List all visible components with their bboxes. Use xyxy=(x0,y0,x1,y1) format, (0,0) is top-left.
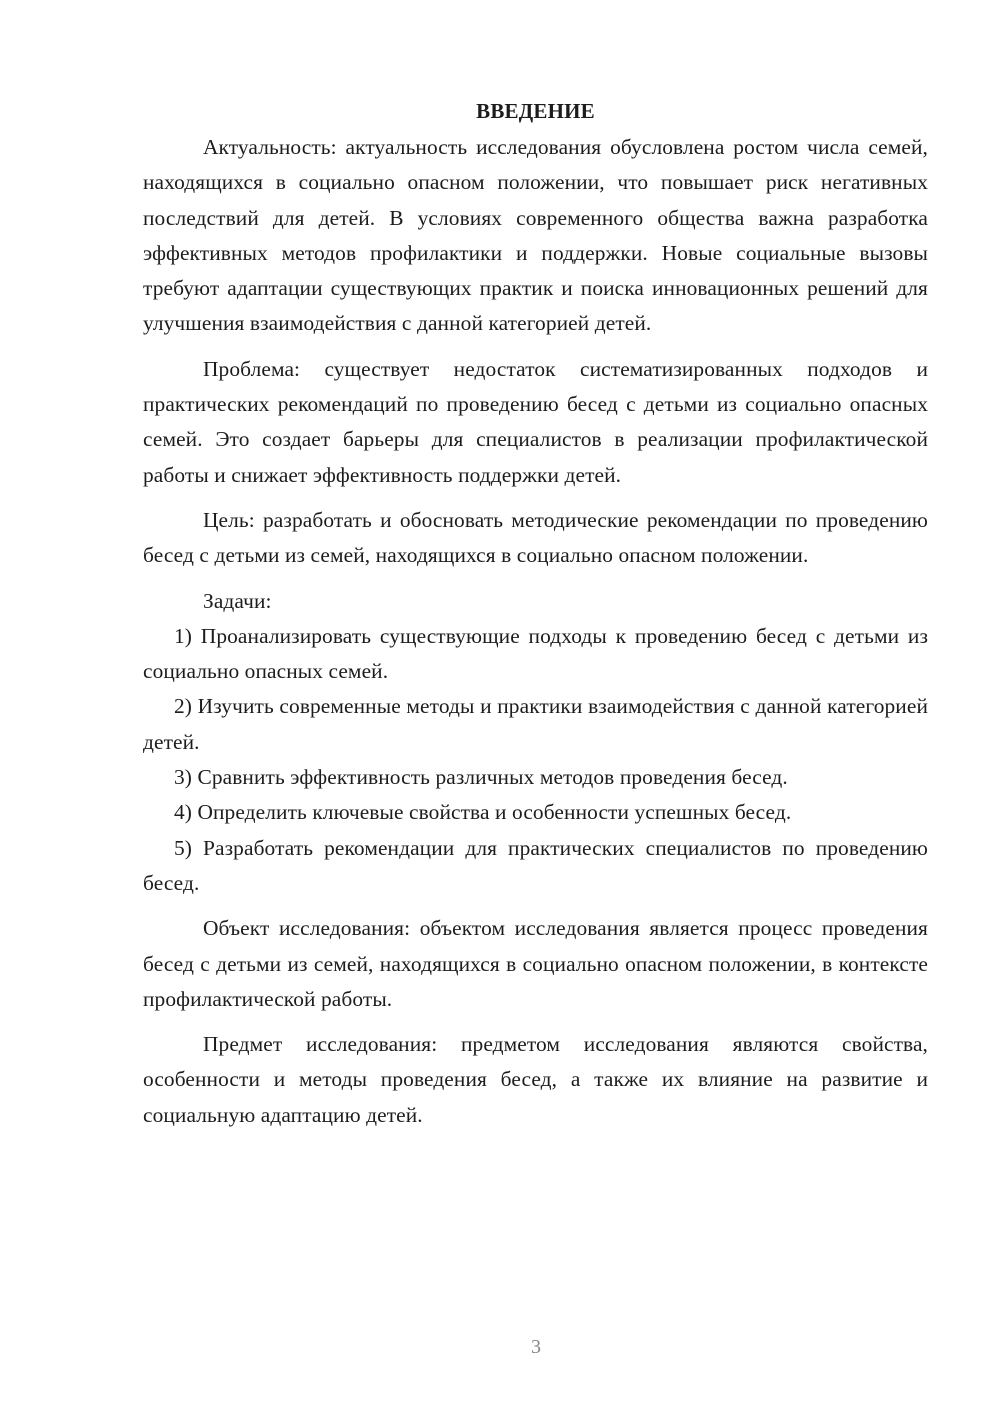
problem-paragraph: Проблема: существует недостаток систематизированных подходов и практических рекомендаций по проведению бесед с детьми из социально опасных семей. Это создает барьеры для специалистов в реализации профилактической работы и снижает эффективность поддержки детей. xyxy=(143,356,928,487)
tasks-list xyxy=(143,619,928,901)
page-number: 3 xyxy=(531,1336,541,1358)
goal-paragraph: Цель: разработать и обосновать методические рекомендации по проведению бесед с детьми из семей, находящихся в социально опасном положении. xyxy=(143,507,928,568)
subject-paragraph: Предмет исследования: предметом исследования являются свойства, особенности и методы проведения бесед, а также их влияние на развитие и социальную адаптацию детей. xyxy=(143,1032,928,1127)
page-title: ВВЕДЕНИЕ xyxy=(476,99,595,123)
list-item: 5) Разработать рекомендации для практических специалистов по проведению бесед. xyxy=(143,835,928,895)
object-paragraph: Объект исследования: объектом исследования является процесс проведения бесед с детьми из семей, находящихся в социально опасном положении, в контексте профилактической работы. xyxy=(143,916,928,1011)
list-item: 4) Определить ключевые свойства и особенности успешных бесед. xyxy=(174,800,792,825)
tasks-heading: Задачи: xyxy=(203,588,272,613)
list-item: 3) Сравнить эффективность различных методов проведения бесед. xyxy=(174,765,788,790)
list-item: 2) Изучить современные методы и практики взаимодействия с данной категорией детей. xyxy=(143,694,928,754)
page-content xyxy=(143,94,928,1133)
relevance-paragraph: Актуальность: актуальность исследования обусловлена ростом числа семей, находящихся в социально опасном положении, что повышает риск негативных последствий для детей. В условиях современного общества важна разработка эффективных методов профилактики и поддержки. Новые социальные вызовы требуют адаптации существующих практик и поиска инновационных решений для улучшения взаимодействия с данной категорией детей. xyxy=(143,135,928,336)
list-item: 1) Проанализировать существующие подходы к проведению бесед с детьми из социально опасных семей. xyxy=(143,623,928,684)
